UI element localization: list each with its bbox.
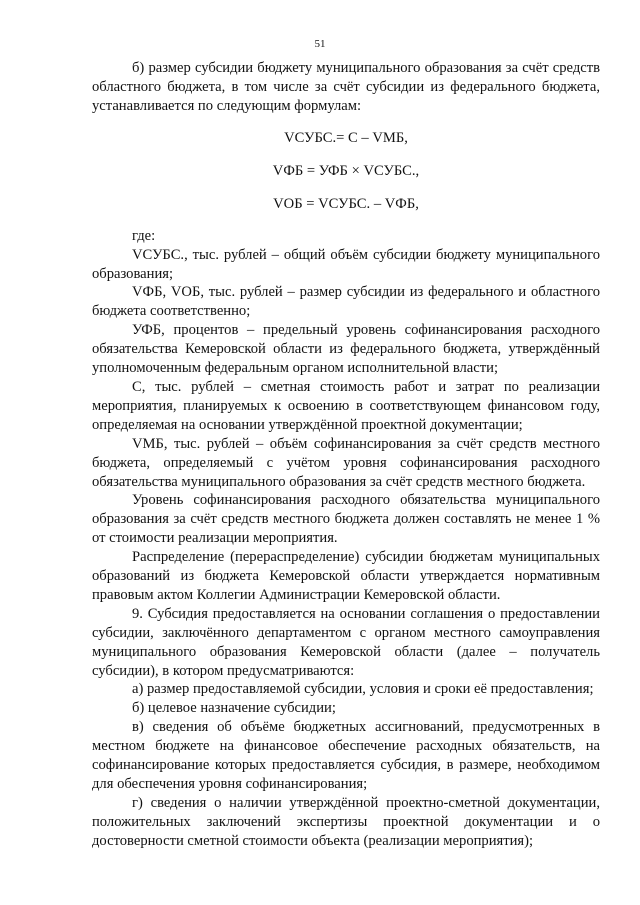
list-item-g: г) сведения о наличии утверждённой проектно-сметной документации, положительных заключений экспертизы проектной документации и о достоверности сметной стоимости объекта (реализации мероприятия); — [92, 794, 600, 849]
definition-federal-regional: VФБ, VОБ, тыс. рублей – размер субсидии из федерального и областного бюджета соответственно; — [92, 284, 600, 320]
definition-total-subsidy: VСУБС., тыс. рублей – общий объём субсидии бюджету муниципального образования; — [92, 246, 600, 282]
list-item-v: в) сведения об объёме бюджетных ассигнований, предусмотренных в местном бюджете на финансовое обеспечение расходных обязательств, на софинансирование которых предоставляется субсидия, в размере, необходимом для обеспечения уровня софинансирования; — [92, 719, 600, 792]
definition-estimated-cost: С, тыс. рублей – сметная стоимость работ и затрат по реализации мероприятия, планируемых к освоению в соответствующем финансовом году, определяемая на основании утверждённой проектной документации; — [92, 378, 600, 433]
formula-block — [92, 122, 600, 221]
formula-regional-subsidy: VОБ = VСУБС. – VФБ, — [273, 195, 419, 212]
definition-federal-level: УФБ, процентов – предельный уровень софинансирования расходного обязательства Кемеровской области из федерального бюджета, утверждённый уполномоченным федеральным органом исполнительной власти; — [92, 322, 600, 377]
list-item-a: а) размер предоставляемой субсидии, условия и сроки её предоставления; — [132, 681, 594, 698]
page-body — [92, 59, 600, 851]
page-number: 51 — [314, 38, 326, 50]
paragraph-cofinancing-level: Уровень софинансирования расходного обязательства муниципального образования за счёт средств местного бюджета должен составлять не менее 1 % от стоимости реализации мероприятия. — [92, 492, 600, 547]
definition-local-cofinancing: VМБ, тыс. рублей – объём софинансирования за счёт средств местного бюджета, определяемый с учётом уровня софинансирования расходного обязательства муниципального образования за счёт средств местного бюджета. — [92, 435, 600, 490]
paragraph-where: где: — [132, 227, 156, 244]
paragraph-subsidy-size: б) размер субсидии бюджету муниципального образования за счёт средств областного бюджета, в том числе за счёт субсидии из федерального бюджета, устанавливается по следующим формулам: — [92, 60, 600, 114]
paragraph-distribution: Распределение (перераспределение) субсидии бюджетам муниципальных образований из бюджета Кемеровской области утверждается нормативным правовым актом Коллегии Администрации Кемеровской области. — [92, 549, 600, 603]
formula-federal-subsidy: VФБ = УФБ × VСУБС., — [272, 162, 420, 179]
paragraph-item-9: 9. Субсидия предоставляется на основании соглашения о предоставлении субсидии, заключённого департаментом с органом местного самоуправления муниципального образования Кемеровской области (далее – получатель субсидии), в котором предусматриваются: — [92, 605, 600, 679]
formula-total-subsidy: VСУБС.= С – VМБ, — [284, 129, 408, 146]
list-item-b: б) целевое назначение субсидии; — [132, 700, 336, 717]
